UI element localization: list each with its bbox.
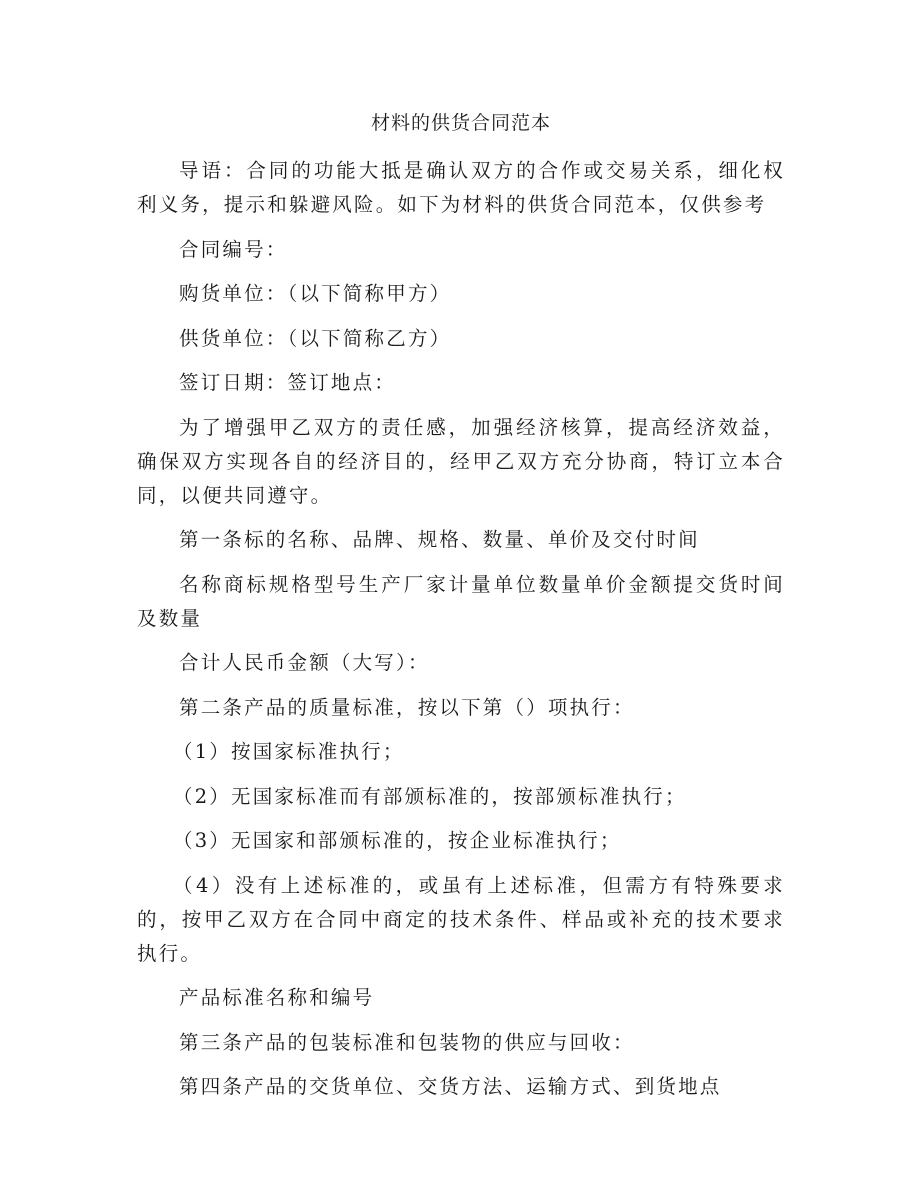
- paragraph-article-4: 第四条产品的交货单位、交货方法、运输方式、到货地点: [179, 1075, 722, 1098]
- paragraph-standard-2: （2）无国家标准而有部颁标准的，按部颁标准执行；: [173, 784, 687, 808]
- paragraph-article-1: 第一条标的名称、品牌、规格、数量、单价及交付时间: [179, 528, 700, 551]
- paragraph-buyer: 购货单位：（以下简称甲方）: [179, 282, 452, 305]
- paragraph-contract-number: 合同编号：: [179, 237, 288, 261]
- document-title: 材料的供货合同范本: [370, 112, 551, 134]
- document-page: [137, 108, 785, 1115]
- paragraph-total-amount: 合计人民币金额（大写）：: [179, 651, 430, 674]
- paragraph-article-3: 第三条产品的包装标准和包装物的供应与回收：: [179, 1030, 635, 1054]
- paragraph-supplier: 供货单位：（以下简称乙方）: [179, 326, 452, 350]
- paragraph-sign-date-place: 签订日期：签订地点：: [179, 371, 397, 394]
- paragraph-standard-4: （4）没有上述标准的，或虽有上述标准，但需方有特殊要求的，按甲乙双方在合同中商定的技术条件、样品或补充的技术要求执行。: [137, 873, 785, 965]
- paragraph-standard-name: 产品标准名称和编号: [179, 986, 375, 1009]
- paragraph-article-2: 第二条产品的质量标准，按以下第（）项执行：: [179, 695, 635, 719]
- paragraph-item-columns: 名称商标规格型号生产厂家计量单位数量单价金额提交货时间及数量: [137, 572, 785, 630]
- paragraph-standard-3: （3）无国家和部颁标准的，按企业标准执行；: [173, 829, 622, 852]
- paragraph-preamble: 为了增强甲乙双方的责任感，加强经济核算，提高经济效益，确保双方实现各自的经济目的，经甲乙双方充分协商，特订立本合同，以便共同遵守。: [137, 415, 785, 507]
- paragraph-intro: 导语：合同的功能大抵是确认双方的合作或交易关系，细化权利义务，提示和躲避风险。如下为材料的供货合同范本，仅供参考: [137, 159, 785, 216]
- paragraph-standard-1: （1）按国家标准执行；: [173, 740, 405, 763]
